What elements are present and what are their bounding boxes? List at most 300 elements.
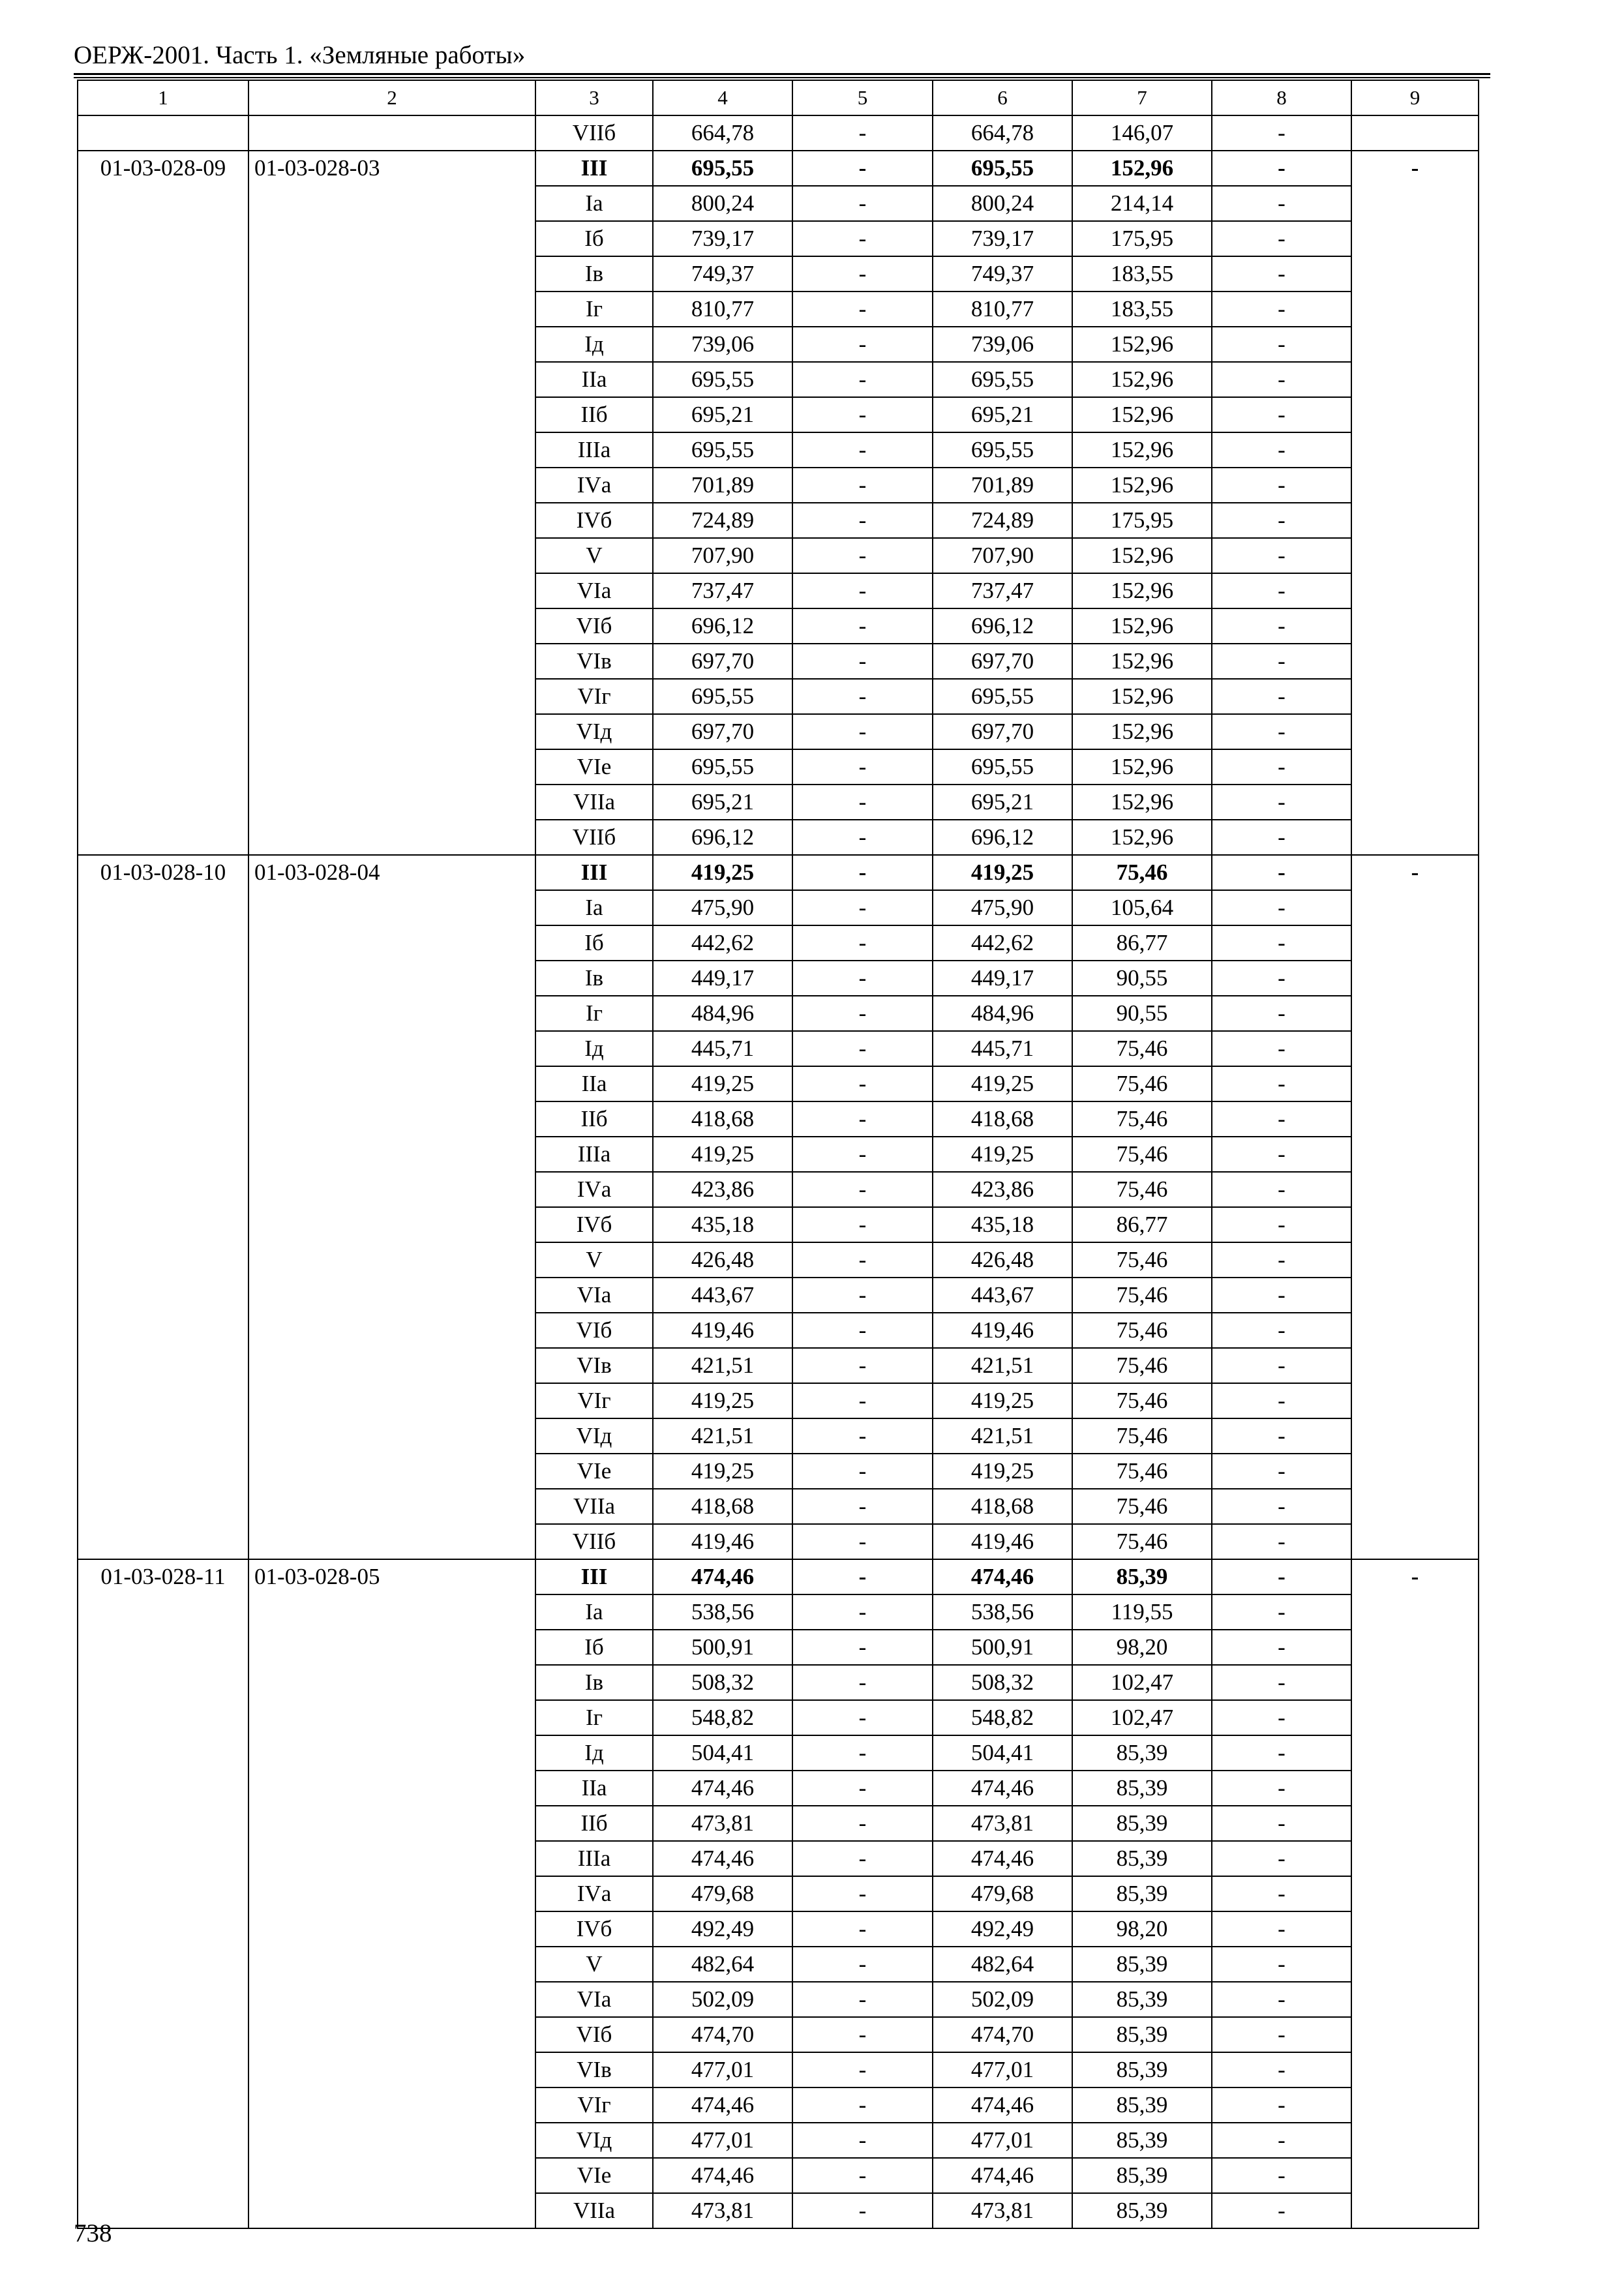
value-cell: 423,86 — [933, 1172, 1072, 1207]
value-cell: 85,39 — [1072, 2123, 1212, 2158]
value-cell: - — [1212, 714, 1351, 749]
value-cell: 85,39 — [1072, 2158, 1212, 2193]
value-cell: - — [1212, 1806, 1351, 1841]
value-cell: 502,09 — [653, 1982, 792, 2017]
value-cell: - — [792, 1806, 933, 1841]
value-cell: 502,09 — [933, 1982, 1072, 2017]
page-number: 738 — [74, 2219, 112, 2247]
value-cell: 152,96 — [1072, 820, 1212, 855]
value-cell: 419,25 — [933, 855, 1072, 890]
soil-group-cell: IVа — [535, 1172, 653, 1207]
value-cell: 695,55 — [933, 749, 1072, 785]
value-cell: 152,96 — [1072, 327, 1212, 362]
value-cell: - — [1212, 2158, 1351, 2193]
value-cell: 695,55 — [933, 679, 1072, 714]
value-cell: 707,90 — [653, 538, 792, 573]
value-cell: - — [1212, 432, 1351, 468]
value-cell: 75,46 — [1072, 1348, 1212, 1383]
value-cell: 695,55 — [653, 749, 792, 785]
value-cell: - — [1212, 1101, 1351, 1137]
value-cell: - — [792, 1594, 933, 1630]
column-number: 2 — [248, 80, 535, 115]
column-number-row — [78, 80, 1479, 115]
value-cell: 474,46 — [933, 2087, 1072, 2123]
value-cell: - — [1212, 2087, 1351, 2123]
value-cell: - — [1212, 855, 1351, 890]
value-cell: - — [792, 432, 933, 468]
soil-group-cell: VIIа — [535, 2193, 653, 2228]
value-cell: 500,91 — [933, 1630, 1072, 1665]
soil-group-cell: IIа — [535, 362, 653, 397]
value-cell: 800,24 — [653, 186, 792, 221]
value-cell: 152,96 — [1072, 573, 1212, 608]
value-cell: 85,39 — [1072, 2193, 1212, 2228]
value-cell: - — [792, 1172, 933, 1207]
value-cell: 477,01 — [653, 2052, 792, 2087]
value-cell: 695,21 — [933, 397, 1072, 432]
value-cell: - — [1212, 608, 1351, 644]
value-cell: - — [1212, 1876, 1351, 1911]
value-cell: - — [1212, 1630, 1351, 1665]
soil-group-cell: Iб — [535, 221, 653, 256]
soil-group-cell: Iв — [535, 961, 653, 996]
value-cell: 85,39 — [1072, 1982, 1212, 2017]
value-cell: - — [1212, 468, 1351, 503]
value-cell: 477,01 — [933, 2052, 1072, 2087]
value-cell: - — [1212, 1735, 1351, 1771]
value-cell: - — [792, 1454, 933, 1489]
soil-group-cell: Iа — [535, 186, 653, 221]
value-cell: 504,41 — [653, 1735, 792, 1771]
value-cell: - — [792, 362, 933, 397]
value-cell: - — [1212, 644, 1351, 679]
value-cell: - — [1212, 1489, 1351, 1524]
soil-group-cell: VIв — [535, 2052, 653, 2087]
value-cell: 664,78 — [933, 115, 1072, 151]
value-cell: 473,81 — [933, 1806, 1072, 1841]
value-cell: 152,96 — [1072, 151, 1212, 186]
value-cell: 426,48 — [933, 1242, 1072, 1278]
value-cell: - — [1212, 1348, 1351, 1383]
value-cell: - — [1212, 1066, 1351, 1101]
value-cell: - — [792, 1559, 933, 1594]
soil-group-cell: IIб — [535, 1806, 653, 1841]
value-cell: - — [792, 1876, 933, 1911]
value-cell: - — [1212, 925, 1351, 961]
value-cell: 152,96 — [1072, 397, 1212, 432]
value-cell: - — [792, 1348, 933, 1383]
value-cell: 697,70 — [653, 714, 792, 749]
value-cell: 696,12 — [653, 820, 792, 855]
value-cell: 548,82 — [933, 1700, 1072, 1735]
value-cell: - — [1212, 1947, 1351, 1982]
value-cell: - — [792, 1031, 933, 1066]
value-cell: - — [1212, 327, 1351, 362]
value-cell: 419,46 — [653, 1313, 792, 1348]
value-cell: - — [1212, 1313, 1351, 1348]
value-cell: - — [1212, 151, 1351, 186]
value-cell: 85,39 — [1072, 2052, 1212, 2087]
value-cell: 739,17 — [933, 221, 1072, 256]
value-cell: - — [1212, 1841, 1351, 1876]
value-cell: 75,46 — [1072, 1172, 1212, 1207]
value-cell: 504,41 — [933, 1735, 1072, 1771]
header-rule-inner — [74, 77, 1490, 78]
soil-group-cell: IIб — [535, 397, 653, 432]
soil-group-cell: Iд — [535, 1031, 653, 1066]
value-cell: 85,39 — [1072, 1806, 1212, 1841]
value-cell: - — [1212, 362, 1351, 397]
value-cell: - — [1212, 221, 1351, 256]
value-cell: - — [1212, 573, 1351, 608]
table-row — [78, 855, 1479, 890]
column-number: 1 — [78, 80, 248, 115]
value-cell: - — [1212, 1172, 1351, 1207]
rate-code-cell: 01-03-028-10 — [78, 855, 248, 1559]
table-row — [78, 151, 1479, 186]
value-cell: 102,47 — [1072, 1700, 1212, 1735]
value-cell: 86,77 — [1072, 925, 1212, 961]
carryover-row — [78, 115, 1479, 151]
soil-group-cell: Iб — [535, 1630, 653, 1665]
value-cell: 474,46 — [653, 1771, 792, 1806]
value-cell: 152,96 — [1072, 608, 1212, 644]
value-cell: 85,39 — [1072, 1947, 1212, 1982]
soil-group-cell: VIа — [535, 1982, 653, 2017]
value-cell: 85,39 — [1072, 1771, 1212, 1806]
value-cell: 445,71 — [653, 1031, 792, 1066]
value-cell: 419,25 — [653, 855, 792, 890]
value-cell: 175,95 — [1072, 221, 1212, 256]
value-cell: 443,67 — [933, 1278, 1072, 1313]
value-cell: - — [792, 1982, 933, 2017]
value-cell: 695,21 — [933, 785, 1072, 820]
value-cell: - — [792, 855, 933, 890]
soil-group-cell: III — [535, 151, 653, 186]
value-cell: 473,81 — [653, 1806, 792, 1841]
value-cell: - — [792, 1137, 933, 1172]
value-cell: 508,32 — [653, 1665, 792, 1700]
value-cell: - — [792, 1700, 933, 1735]
value-cell: - — [1212, 1700, 1351, 1735]
value-cell: 85,39 — [1072, 1841, 1212, 1876]
soil-group-cell: Iб — [535, 925, 653, 961]
value-cell: - — [792, 1841, 933, 1876]
value-cell: - — [792, 1066, 933, 1101]
value-cell: - — [1212, 1524, 1351, 1559]
soil-group-cell: VIв — [535, 1348, 653, 1383]
value-cell: 474,70 — [653, 2017, 792, 2052]
value-cell: - — [1212, 820, 1351, 855]
value-cell: 474,46 — [653, 2087, 792, 2123]
value-cell: - — [1212, 503, 1351, 538]
value-cell: - — [792, 644, 933, 679]
value-cell: 474,46 — [933, 2158, 1072, 2193]
value-cell: 75,46 — [1072, 855, 1212, 890]
value-cell: - — [1212, 115, 1351, 151]
value-cell: - — [792, 608, 933, 644]
value-cell: 152,96 — [1072, 538, 1212, 573]
value-cell: 474,70 — [933, 2017, 1072, 2052]
value-cell: 479,68 — [933, 1876, 1072, 1911]
value-cell: 75,46 — [1072, 1313, 1212, 1348]
soil-group-cell: IVа — [535, 1876, 653, 1911]
value-cell: - — [792, 151, 933, 186]
value-cell: - — [1212, 2017, 1351, 2052]
value-cell: 85,39 — [1072, 1559, 1212, 1594]
value-cell: 75,46 — [1072, 1101, 1212, 1137]
soil-group-cell: III — [535, 855, 653, 890]
soil-group-cell: VIд — [535, 1418, 653, 1454]
value-cell: 484,96 — [653, 996, 792, 1031]
value-cell: 739,06 — [933, 327, 1072, 362]
value-cell: - — [792, 2087, 933, 2123]
value-cell: 418,68 — [653, 1489, 792, 1524]
value-cell: - — [1212, 1242, 1351, 1278]
value-cell: 500,91 — [653, 1630, 792, 1665]
value-cell: 474,46 — [653, 1559, 792, 1594]
column-number: 3 — [535, 80, 653, 115]
value-cell: 421,51 — [933, 1348, 1072, 1383]
value-cell: - — [792, 2052, 933, 2087]
value-cell: - — [1212, 1559, 1351, 1594]
value-cell: 421,51 — [653, 1418, 792, 1454]
column-9-cell: - — [1351, 855, 1479, 1559]
value-cell: 419,25 — [653, 1137, 792, 1172]
value-cell: 695,55 — [653, 432, 792, 468]
value-cell: 435,18 — [653, 1207, 792, 1242]
value-cell: 442,62 — [653, 925, 792, 961]
value-cell: - — [1212, 961, 1351, 996]
value-cell: 482,64 — [653, 1947, 792, 1982]
value-cell: - — [792, 256, 933, 292]
value-cell: 152,96 — [1072, 679, 1212, 714]
empty-cell — [78, 115, 248, 151]
soil-group-cell: IIIа — [535, 1841, 653, 1876]
value-cell: 152,96 — [1072, 785, 1212, 820]
value-cell: - — [792, 538, 933, 573]
value-cell: 75,46 — [1072, 1418, 1212, 1454]
value-cell: 701,89 — [933, 468, 1072, 503]
value-cell: 477,01 — [933, 2123, 1072, 2158]
value-cell: 445,71 — [933, 1031, 1072, 1066]
value-cell: - — [792, 1630, 933, 1665]
soil-group-cell: VIIб — [535, 115, 653, 151]
value-cell: - — [1212, 1383, 1351, 1418]
value-cell: 119,55 — [1072, 1594, 1212, 1630]
value-cell: 664,78 — [653, 115, 792, 151]
value-cell: 183,55 — [1072, 256, 1212, 292]
value-cell: 739,06 — [653, 327, 792, 362]
soil-group-cell: VIе — [535, 2158, 653, 2193]
value-cell: 739,17 — [653, 221, 792, 256]
value-cell: - — [1212, 749, 1351, 785]
value-cell: 474,46 — [933, 1771, 1072, 1806]
value-cell: 85,39 — [1072, 1876, 1212, 1911]
value-cell: 696,12 — [653, 608, 792, 644]
value-cell: 86,77 — [1072, 1207, 1212, 1242]
value-cell: 419,46 — [933, 1313, 1072, 1348]
soil-group-cell: VIIб — [535, 820, 653, 855]
value-cell: - — [792, 397, 933, 432]
value-cell: 75,46 — [1072, 1031, 1212, 1066]
value-cell: 419,25 — [933, 1066, 1072, 1101]
value-cell: - — [792, 1418, 933, 1454]
soil-group-cell: Iг — [535, 1700, 653, 1735]
reference-code-cell: 01-03-028-03 — [248, 151, 535, 855]
value-cell: - — [792, 186, 933, 221]
value-cell: 449,17 — [933, 961, 1072, 996]
value-cell: - — [1212, 1982, 1351, 2017]
value-cell: 449,17 — [653, 961, 792, 996]
soil-group-cell: VIа — [535, 1278, 653, 1313]
table-body — [78, 80, 1479, 2228]
column-9-cell: - — [1351, 151, 1479, 855]
value-cell: - — [792, 679, 933, 714]
value-cell: 749,37 — [933, 256, 1072, 292]
soil-group-cell: Iв — [535, 256, 653, 292]
value-cell: - — [792, 1313, 933, 1348]
value-cell: 479,68 — [653, 1876, 792, 1911]
value-cell: 475,90 — [933, 890, 1072, 925]
soil-group-cell: Iа — [535, 1594, 653, 1630]
value-cell: - — [1212, 785, 1351, 820]
value-cell: - — [792, 292, 933, 327]
value-cell: 152,96 — [1072, 432, 1212, 468]
value-cell: - — [792, 221, 933, 256]
value-cell: 75,46 — [1072, 1066, 1212, 1101]
soil-group-cell: IVа — [535, 468, 653, 503]
soil-group-cell: VIе — [535, 749, 653, 785]
value-cell: - — [1212, 2052, 1351, 2087]
value-cell: 419,46 — [933, 1524, 1072, 1559]
soil-group-cell: IIа — [535, 1771, 653, 1806]
soil-group-cell: IIIа — [535, 432, 653, 468]
value-cell: 419,46 — [653, 1524, 792, 1559]
soil-group-cell: VIд — [535, 714, 653, 749]
value-cell: 701,89 — [653, 468, 792, 503]
value-cell: 98,20 — [1072, 1911, 1212, 1947]
value-cell: 707,90 — [933, 538, 1072, 573]
value-cell: - — [1212, 292, 1351, 327]
value-cell: 737,47 — [933, 573, 1072, 608]
value-cell: 697,70 — [933, 714, 1072, 749]
value-cell: 75,46 — [1072, 1278, 1212, 1313]
value-cell: - — [792, 996, 933, 1031]
value-cell: - — [1212, 1278, 1351, 1313]
value-cell: - — [1212, 1031, 1351, 1066]
soil-group-cell: IIа — [535, 1066, 653, 1101]
soil-group-cell: Iа — [535, 890, 653, 925]
value-cell: - — [792, 2123, 933, 2158]
value-cell: 105,64 — [1072, 890, 1212, 925]
value-cell: 474,46 — [653, 1841, 792, 1876]
value-cell: 85,39 — [1072, 1735, 1212, 1771]
reference-code-cell: 01-03-028-04 — [248, 855, 535, 1559]
reference-code-cell: 01-03-028-05 — [248, 1559, 535, 2228]
page-header: ОЕРЖ-2001. Часть 1. «Земляные работы» — [74, 41, 526, 69]
soil-group-cell: IVб — [535, 1207, 653, 1242]
value-cell: 75,46 — [1072, 1489, 1212, 1524]
value-cell: - — [792, 503, 933, 538]
value-cell: 419,25 — [933, 1137, 1072, 1172]
value-cell: 85,39 — [1072, 2017, 1212, 2052]
soil-group-cell: V — [535, 1242, 653, 1278]
value-cell: 538,56 — [933, 1594, 1072, 1630]
value-cell: 737,47 — [653, 573, 792, 608]
soil-group-cell: VIб — [535, 2017, 653, 2052]
value-cell: 475,90 — [653, 890, 792, 925]
soil-group-cell: VIв — [535, 644, 653, 679]
value-cell: 75,46 — [1072, 1242, 1212, 1278]
column-number: 7 — [1072, 80, 1212, 115]
column-number: 5 — [792, 80, 933, 115]
value-cell: 75,46 — [1072, 1454, 1212, 1489]
value-cell: - — [792, 115, 933, 151]
value-cell: 423,86 — [653, 1172, 792, 1207]
value-cell: 426,48 — [653, 1242, 792, 1278]
column-number: 4 — [653, 80, 792, 115]
value-cell: 90,55 — [1072, 961, 1212, 996]
value-cell: - — [1212, 1665, 1351, 1700]
value-cell: 443,67 — [653, 1278, 792, 1313]
value-cell: 175,95 — [1072, 503, 1212, 538]
soil-group-cell: VIIб — [535, 1524, 653, 1559]
value-cell: - — [1212, 1454, 1351, 1489]
value-cell: - — [1212, 1207, 1351, 1242]
value-cell: - — [1212, 397, 1351, 432]
soil-group-cell: IVб — [535, 1911, 653, 1947]
value-cell: - — [792, 890, 933, 925]
value-cell: - — [1212, 2193, 1351, 2228]
value-cell: 75,46 — [1072, 1383, 1212, 1418]
value-cell: 695,55 — [653, 679, 792, 714]
value-cell: 473,81 — [653, 2193, 792, 2228]
empty-cell — [1351, 115, 1479, 151]
value-cell: - — [792, 2158, 933, 2193]
value-cell: - — [1212, 996, 1351, 1031]
soil-group-cell: VIг — [535, 679, 653, 714]
value-cell: 98,20 — [1072, 1630, 1212, 1665]
value-cell: - — [792, 1665, 933, 1700]
value-cell: 484,96 — [933, 996, 1072, 1031]
value-cell: - — [792, 1242, 933, 1278]
soil-group-cell: IIIа — [535, 1137, 653, 1172]
value-cell: 477,01 — [653, 2123, 792, 2158]
value-cell: 85,39 — [1072, 2087, 1212, 2123]
value-cell: - — [1212, 186, 1351, 221]
soil-group-cell: IIб — [535, 1101, 653, 1137]
value-cell: 75,46 — [1072, 1137, 1212, 1172]
value-cell: 152,96 — [1072, 714, 1212, 749]
value-cell: 421,51 — [933, 1418, 1072, 1454]
value-cell: 724,89 — [933, 503, 1072, 538]
value-cell: - — [1212, 1594, 1351, 1630]
value-cell: 697,70 — [933, 644, 1072, 679]
value-cell: 695,55 — [653, 151, 792, 186]
value-cell: 548,82 — [653, 1700, 792, 1735]
value-cell: - — [792, 2193, 933, 2228]
value-cell: 695,21 — [653, 397, 792, 432]
value-cell: - — [792, 327, 933, 362]
value-cell: - — [792, 573, 933, 608]
rates-table — [77, 80, 1479, 2229]
value-cell: - — [792, 1771, 933, 1806]
rate-code-cell: 01-03-028-09 — [78, 151, 248, 855]
table-row — [78, 1559, 1479, 1594]
value-cell: - — [1212, 1771, 1351, 1806]
value-cell: 152,96 — [1072, 749, 1212, 785]
